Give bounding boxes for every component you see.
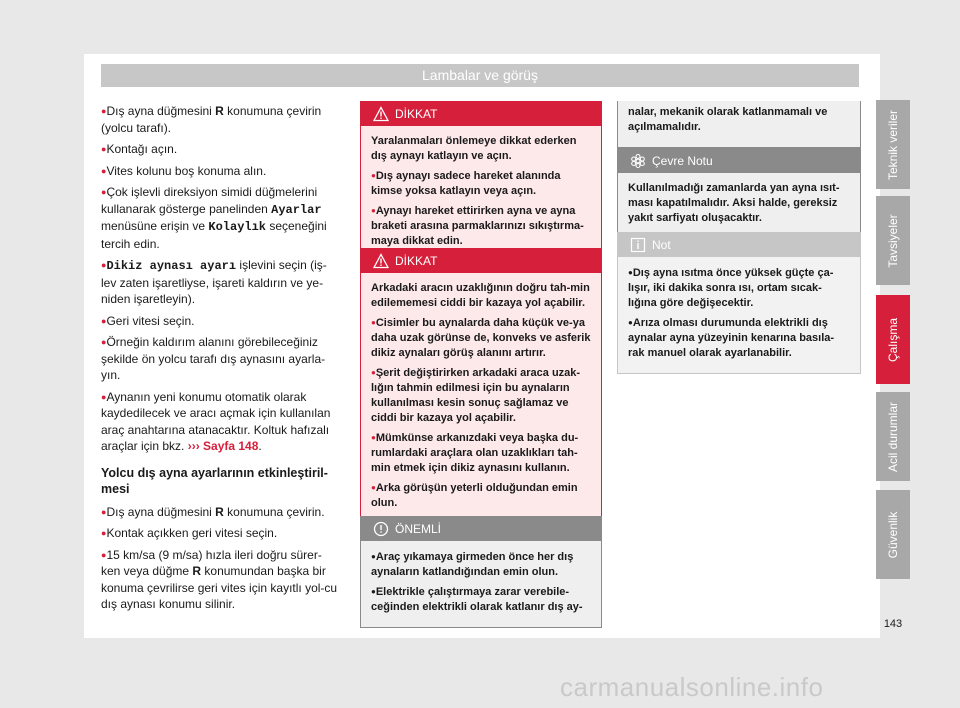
info-icon <box>630 237 646 253</box>
list-item: ● Geri vitesi seçin. <box>101 313 341 330</box>
section-heading: Yolcu dış ayna ayarlarının etkinleştiril-mesi <box>101 465 328 496</box>
list-item: ● Dış ayna düğmesini R konumuna çevirin. <box>101 504 341 521</box>
list-item: ● Dikiz aynası ayarı işlevini seçin (iş-lev zaten işaretliyse, işareti kaldırın ve ye-niden işaretleyin). <box>101 257 341 308</box>
warning-icon <box>373 106 389 122</box>
list-item: ● Arıza olması durumunda elektrikli dış aynalar ayna yüzeyinin kenarına basıla-rak manuel olarak ayarlanabilir. <box>628 315 850 361</box>
info-circle-icon <box>373 521 389 537</box>
watermark: carmanualsonline.info <box>560 672 824 702</box>
tab-guvenlik[interactable]: Güvenlik <box>876 490 910 579</box>
list-item: ● Şerit değiştirirken arkadaki araca uzak-lığın tahmin edilmesi için bu aynaların kullanılması kesin sonuç sağlamaz ve ciddi bir kazaya yol açabilir. <box>371 365 591 426</box>
tab-acil-durumlar[interactable]: Acil durumlar <box>876 392 910 481</box>
warning-header: DİKKAT <box>361 102 601 126</box>
note-box <box>617 232 861 374</box>
continued-text: nalar, mekanik olarak katlanmamalı ve açılmamalıdır. <box>628 106 828 133</box>
flower-icon <box>630 153 646 169</box>
list-item: ● Kontağı açın. <box>101 141 341 158</box>
warning-intro: Arkadaki aracın uzaklığının doğru tah-min edilememesi ciddi bir kazaya yol açabilir. <box>371 282 590 309</box>
tab-tavsiyeler[interactable]: Tavsiyeler <box>876 196 910 285</box>
list-item: ● Araç yıkamaya girmeden önce her dış aynaların katlandığından emin olun. <box>371 549 591 580</box>
list-item: ● Çok işlevli direksiyon simidi düğmelerini kullanarak gösterge panelinden Ayarlar menüsüne erişin ve Kolaylık seçeneğini tercih edin. <box>101 184 341 252</box>
list-item: ● Dış ayna ısıtma önce yüksek güçte ça-lışır, iki dakika sonra ısı, ortam sıcak-lığına göre değişecektir. <box>628 265 850 311</box>
list-item: ● Arka görüşün yeterli olduğundan emin olun. <box>371 480 591 511</box>
important-box <box>360 516 602 628</box>
note-header: Not <box>618 233 860 257</box>
list-item: ● Mümkünse arkanızdaki veya başka du-rumlardaki araçlara olan uzaklıkları tah-min etmek için dikiz aynasını kullanın. <box>371 430 591 476</box>
important-box-continued <box>617 101 861 148</box>
warning-box-2 <box>360 248 602 524</box>
tab-calisma[interactable]: Çalışma <box>876 295 910 384</box>
environment-text: Kullanılmadığı zamanlarda yan ayna ısıt-ması kapatılmalıdır. Aksi halde, gereksiz yakıt sarfiyatı oluşacaktır. <box>628 182 840 224</box>
list-item: ● Dış ayna düğmesini R konumuna çevirin (yolcu tarafı). <box>101 103 341 136</box>
page-number: 143 <box>883 618 903 630</box>
list-item: ● Dış aynayı sadece hareket alanında kimse yoksa katlayın veya açın. <box>371 168 591 199</box>
list-item: ● Aynanın yeni konumu otomatik olarak kaydedilecek ve aracı açmak için kullanılan araç anahtarına atanacaktır. Koltuk hafızalı araçlar için bkz. ››› Sayfa 148. <box>101 389 341 455</box>
list-item: ● Aynayı hareket ettirirken ayna ve ayna braketi arasına parmaklarınızı sıkıştırma-maya dikkat edin. <box>371 203 591 249</box>
warning-box-1 <box>360 101 602 262</box>
warning-icon <box>373 253 389 269</box>
main-text-column <box>101 103 341 618</box>
tab-teknik-veriler[interactable]: Teknik veriler <box>876 100 910 189</box>
important-header: ÖNEMLİ <box>361 517 601 541</box>
warning-intro: Yaralanmaları önlemeye dikkat ederken dış aynayı katlayın ve açın. <box>371 135 577 162</box>
environment-header: Çevre Notu <box>618 149 860 173</box>
list-item: ● 15 km/sa (9 m/sa) hızla ileri doğru sürer-ken veya düğme R konumundan başka bir konuma çevrilirse geri vites için kayıtlı yol-cu dış aynası konumu silinir. <box>101 547 341 613</box>
list-item: ● Örneğin kaldırım alanını görebileceğiniz şekilde ön yolcu tarafı dış aynasını ayarla-yın. <box>101 334 341 384</box>
warning-header: DİKKAT <box>361 249 601 273</box>
page-link[interactable]: ››› Sayfa 148 <box>187 439 259 453</box>
list-item: ● Cisimler bu aynalarda daha küçük ve-ya daha uzak görünse de, konveks ve asferik dikiz aynaları görüş alanını artırır. <box>371 315 591 361</box>
list-item: ● Kontak açıkken geri vitesi seçin. <box>101 525 341 542</box>
list-item: ● Elektrikle çalıştırmaya zarar verebile-ceğinden elektrikli olarak katlanır dış ay- <box>371 584 591 615</box>
environment-note-box <box>617 148 861 239</box>
list-item: ● Vites kolunu boş konuma alın. <box>101 163 341 180</box>
page-title: Lambalar ve görüş <box>101 64 859 87</box>
